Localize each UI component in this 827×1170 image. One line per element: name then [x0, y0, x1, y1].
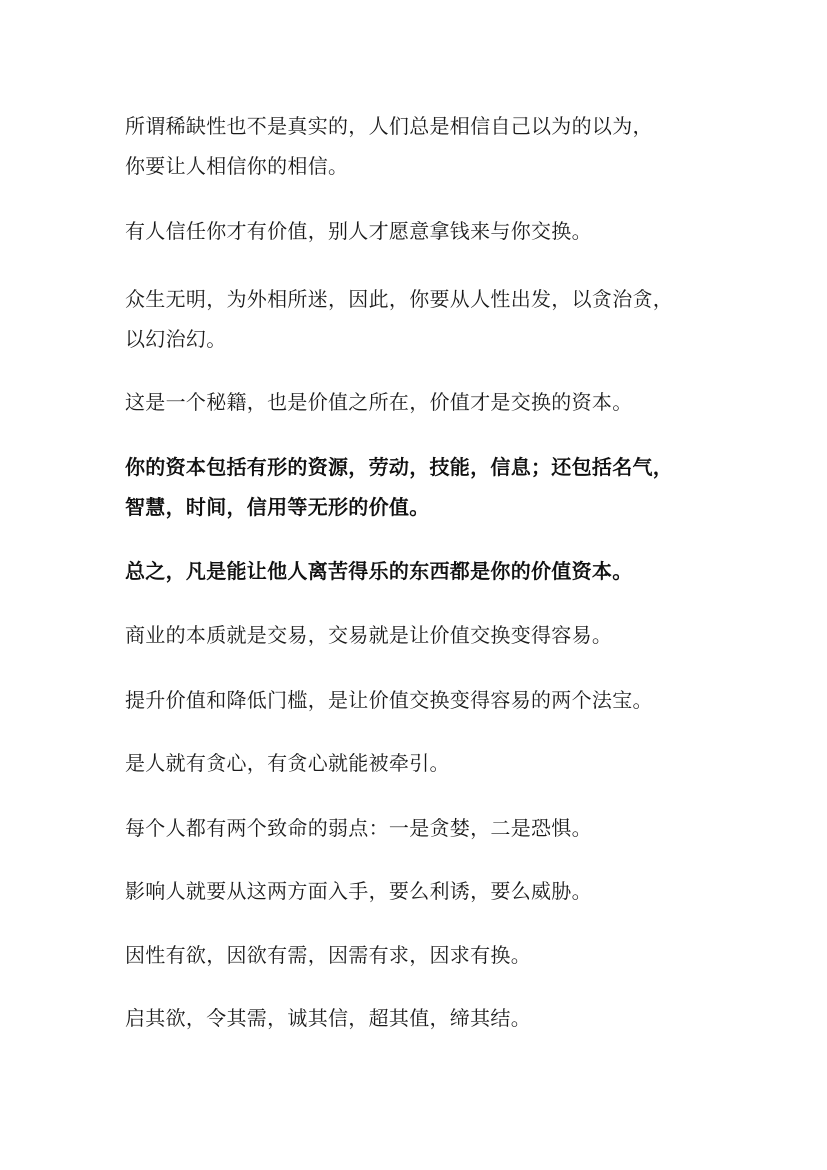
paragraph-line: 以幻治幻。	[125, 327, 227, 351]
paragraph-line: 众生无明，为外相所迷，因此，你要从人性出发，以贪治贪，	[125, 287, 674, 311]
paragraph-line: 总之，凡是能让他人离苦得乐的东西都是你的价值资本。	[125, 559, 633, 583]
paragraph-13	[125, 998, 725, 1038]
paragraph-line: 你要让人相信你的相信。	[125, 154, 349, 178]
paragraph-11	[125, 871, 725, 911]
paragraph-3	[125, 279, 725, 359]
paragraph-line: 因性有欲，因欲有需，因需有求，因求有换。	[125, 943, 531, 967]
paragraph-1	[125, 106, 725, 186]
paragraph-4	[125, 382, 725, 422]
paragraph-10	[125, 808, 725, 848]
paragraph-line: 智慧，时间，信用等无形的价值。	[125, 495, 430, 519]
paragraph-line: 商业的本质就是交易，交易就是让价值交换变得容易。	[125, 623, 613, 647]
paragraph-7	[125, 615, 725, 655]
paragraph-line: 提升价值和降低门槛，是让价值交换变得容易的两个法宝。	[125, 688, 653, 712]
paragraph-line: 每个人都有两个致命的弱点：一是贪婪，二是恐惧。	[125, 816, 592, 840]
paragraph-line: 所谓稀缺性也不是真实的，人们总是相信自己以为的以为，	[125, 114, 653, 138]
paragraph-line: 是人就有贪心，有贪心就能被牵引。	[125, 751, 450, 775]
paragraph-2	[125, 211, 725, 251]
paragraph-12	[125, 935, 725, 975]
paragraph-line: 有人信任你才有价值，别人才愿意拿钱来与你交换。	[125, 219, 592, 243]
paragraph-line: 启其欲，令其需，诚其信，超其值，缔其结。	[125, 1006, 531, 1030]
paragraph-line: 影响人就要从这两方面入手，要么利诱，要么威胁。	[125, 879, 592, 903]
paragraph-9	[125, 743, 725, 783]
paragraph-line: 你的资本包括有形的资源，劳动，技能，信息；还包括名气，	[125, 455, 674, 479]
paragraph-line: 这是一个秘籍，也是价值之所在，价值才是交换的资本。	[125, 390, 633, 414]
paragraph-6-bold	[125, 551, 725, 591]
paragraph-5-bold	[125, 447, 725, 527]
paragraph-8	[125, 680, 725, 720]
